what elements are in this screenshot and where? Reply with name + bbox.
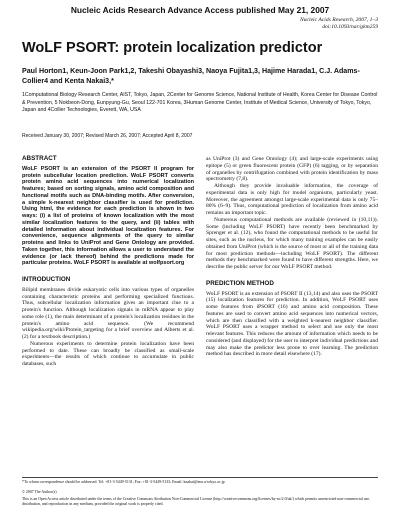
left-column [22,156,194,368]
body-paragraph: as UniProt (3) and Gene Ontology (4); and large-scale experiments using epitope (5) or green fluorescent protein (GFP) (6) tagging, or by separation of organelles by centrifugation combined with protein identification by mass spectrometry (7,8). [206,156,378,183]
right-column [206,156,378,358]
advance-access-line: Nucleic Acids Research Advance Access published May 21, 2007 [70,5,330,15]
license-text: This is an Open Access article distributed under the terms of the Creative Commons Attribution Non-Commercial License (http://creativecommons.org/licenses/by-nc/2.0/uk/) which permits unrestricted non-commercial use, distribution, and reproduction in any medium, provided the original work is properly cited. [22,497,370,506]
footnote-rule [22,477,378,478]
copyright-line: © 2007 The Author(s) [22,490,57,494]
affiliations: 1Computational Biology Research Center, AIST, Tokyo, Japan, 2Center for Genome Science, National Institute of Health, Korea Center for Disease Control & Prevention, 5 Nokbeon-Dong, Eunpyung-Gu, Seoul 122-701 Korea, 3Human Genome Center, Institute of Medical Science, University of Tokyo, Tokyo, Japan and 4Collier Technologies, Everett, WA, USA [22,92,378,113]
body-paragraph: Although they provide invaluable information, the coverage of experimental data is only high for model organisms, particularly yeast. Moreover, the agreement amongst large-scale experimental data is only 75–80% (6–9). Thus, computational prediction of localization from amino acid remains an important topic. [206,183,378,216]
doi-line: doi:10.1093/nar/gkm259 [322,24,378,30]
author-list: Paul Horton1, Keun-Joon Park1,2, Takeshi Obayashi3, Naoya Fujita1,3, Hajime Harada1, C.J. Adams-Collier4 and Kenta Nakai3,* [22,67,360,85]
journal-citation [300,17,378,31]
body-paragraph: Numerous computational methods are available (reviewed in (10,11)). Some (including WoLF PSORT) have recently been benchmarked by Sprenger et al. (12), who found the computational methods to be useful for sites, such as the nucleus, for which many training examples can be easily obtained from UniProt (which is the source of most or all of the training data for most prediction methods—including WoLF PSORT). The different methods they benchmarked were found to have different strengths. Here, we describe the public server for our WoLF PSORT method. [206,216,378,270]
correspondence-footnote: *To whom correspondence should be addressed. Tel: +81-3-5449-5131; Fax: +81-3-5449-5133; Email: knakai@ims.u-tokyo.ac.jp [22,480,225,484]
abstract-heading: ABSTRACT [22,155,57,162]
paper-title: WoLF PSORT: protein localization predictor [22,40,323,56]
abstract-text: WoLF PSORT is an extension of the PSORT II program for protein subcellular location prediction. WoLF PSORT converts protein amino acid sequences into numerical localization features; based on sorting signals, amino acid composition and functional motifs such as DNA-binding motifs. After conversion, a simple k-nearest neighbor classifier is used for prediction. Using html, the evidence for each prediction is shown in two ways: (i) a list of proteins of known localization with the most similar localization features to the query, and (ii) tables with detailed information about individual localization features. For convenience, sequence alignments of the query to similar proteins and links to UniProt and Gene Ontology are provided. Taken together, this information allows a user to understand the evidence (or lack thereof) behind the predictions made for particular proteins. WoLF PSORT is available at wolfpsort.org [22,165,194,267]
introduction-heading: INTRODUCTION [22,276,71,283]
received-dates: Received January 30, 2007; Revised March 26, 2007; Accepted April 8, 2007 [22,133,193,139]
intro-paragraph: Bilipid membranes divide eukaryotic cells into various types of organelles containing characteristic proteins and performing specialized functions. Thus, subcellular localization information gives an important clue to a protein's function. Although localization signals in mRNA appear to play some role (1), the main determinant of a protein's localization residues in the protein's amino acid sequence. (We recommend wikipedia.org/wiki/Protein_targeting for a brief overview and Alberts et al. (2) for a textbook description.) [22,286,194,340]
method-paragraph: WoLF PSORT is an extension of PSORT II (13,14) and also uses the PSORT (15) localization features for prediction. In addition, WoLF PSORT uses some features from iPSORT (16) and amino acid composition. These features are used to convert amino acid sequences into numerical vectors, which are then classified with a weighted k-nearest neighbor classifier. WoLF PSORT uses a wrapper method to select and use only the most relevant features. This reduces the amount of information which needs to be considered (and displayed) for the user to interpret individual predictions and may also make the predictor less prone to over learning. The prediction method has described in more detail elsewhere (17). [206,290,378,358]
intro-paragraph: Numerous experiments to determine protein localization have been performed to date. These can broadly be classified as small-scale experiments—the results of which continue to accumulate in public databases, such [22,340,194,367]
prediction-method-heading: PREDICTION METHOD [206,279,274,287]
journal-line: Nucleic Acids Research, 2007, 1–3 [300,17,378,23]
